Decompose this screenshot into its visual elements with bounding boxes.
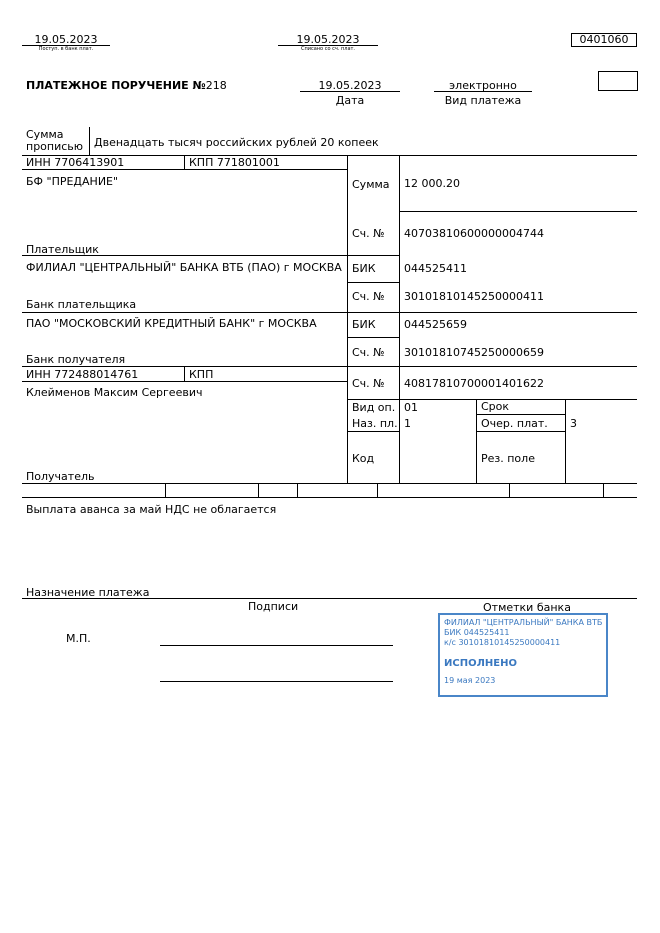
tax-cell-divider [603, 483, 604, 497]
grid-v-srok [476, 399, 477, 483]
purpose-caption: Назначение платежа [26, 586, 150, 599]
payee-bank-bik: 044525659 [404, 318, 467, 331]
payee-bank-name: ПАО "МОСКОВСКИЙ КРЕДИТНЫЙ БАНК" г МОСКВА [26, 317, 317, 330]
amount-value: 12 000.20 [404, 177, 460, 190]
amount-words-divider [89, 127, 90, 155]
grid-line-bik2 [347, 337, 399, 338]
debited-date: 19.05.2023 [296, 33, 360, 46]
title [26, 79, 227, 92]
bank-marks-label: Отметки банка [483, 601, 571, 614]
tax-cell-divider [258, 483, 259, 497]
payee-bank-caption: Банк получателя [26, 353, 126, 366]
grid-line-payer-bank [22, 312, 637, 313]
signature-line-1 [160, 645, 393, 646]
grid-line-ocher [476, 431, 565, 432]
stamp-ks: к/с 30101810145250000411 [444, 638, 561, 647]
payer-inn: ИНН 7706413901 [26, 156, 125, 169]
grid-v-kpp-payee [184, 366, 185, 381]
payee-bank-account-label: Сч. № [352, 346, 385, 359]
payee-kpp: КПП [189, 368, 214, 381]
payee-bank-account: 30101810745250000659 [404, 346, 544, 359]
grid-line-payer-acc [347, 255, 399, 256]
mp-label: М.П. [66, 632, 91, 645]
grid-line-bik1 [347, 282, 399, 283]
tax-cell-divider [165, 483, 166, 497]
amount-words-caption [26, 129, 83, 153]
term-label: Срок [481, 400, 510, 413]
grid-v-main-left [347, 155, 348, 483]
payer-bank-account: 30101810145250000411 [404, 290, 544, 303]
reserve-label: Рез. поле [481, 452, 535, 465]
order-date: 19.05.2023 [318, 79, 382, 92]
stamp-date: 19 мая 2023 [444, 676, 496, 685]
grid-line-inn [22, 169, 347, 170]
purpose-code-label: Наз. пл. [352, 417, 398, 430]
empty-box [598, 71, 638, 91]
order-date-line [300, 91, 400, 92]
order-number: 218 [205, 79, 227, 92]
payment-type-caption: Вид платежа [444, 94, 522, 107]
stamp-bank-name: ФИЛИАЛ "ЦЕНТРАЛЬНЫЙ" БАНКА ВТБ [444, 618, 603, 627]
title-label: ПЛАТЕЖНОЕ ПОРУЧЕНИЕ № [26, 79, 206, 92]
payer-bank-name: ФИЛИАЛ "ЦЕНТРАЛЬНЫЙ" БАНКА ВТБ (ПАО) г МОСКВА [26, 261, 342, 274]
payment-type: электронно [449, 79, 517, 92]
grid-line-srok [476, 414, 565, 415]
grid-v-srok-val [565, 399, 566, 483]
priority: 3 [570, 417, 577, 430]
payer-bank-bik-label: БИК [352, 262, 376, 275]
amount-label: Сумма [352, 178, 390, 191]
purpose-line [22, 598, 637, 599]
payee-caption: Получатель [26, 470, 95, 483]
payer-caption: Плательщик [26, 243, 99, 256]
grid-v-kpp-payer [184, 155, 185, 169]
grid-line-payee-bank [22, 366, 637, 367]
purpose-text: Выплата аванса за май НДС не облагается [26, 503, 277, 516]
received-date: 19.05.2023 [34, 33, 98, 46]
form-code: 0401060 [571, 33, 637, 47]
order-date-caption: Дата [335, 94, 365, 107]
payer-bank-caption: Банк плательщика [26, 298, 137, 311]
payer-name: БФ "ПРЕДАНИЕ" [26, 175, 119, 188]
payer-account-label: Сч. № [352, 227, 385, 240]
payer-kpp: КПП 771801001 [189, 156, 280, 169]
grid-line-amount [399, 211, 637, 212]
payee-account: 40817810700001401622 [404, 377, 544, 390]
payer-bank-account-label: Сч. № [352, 290, 385, 303]
grid-line-payee [22, 483, 637, 484]
op-type-label: Вид оп. [352, 401, 396, 414]
received-caption: Поступ. в банк плат. [38, 46, 94, 52]
grid-line-nazpl-left [347, 431, 399, 432]
stamp-bik: БИК 044525411 [444, 628, 510, 637]
payment-type-line [434, 91, 532, 92]
payee-name: Клейменов Максим Сергеевич [26, 386, 203, 399]
tax-cell-divider [297, 483, 298, 497]
tax-cell-divider [509, 483, 510, 497]
signature-line-2 [160, 681, 393, 682]
payee-bank-bik-label: БИК [352, 318, 376, 331]
signatures-label: Подписи [248, 600, 299, 613]
amount-words-caption-line2: прописью [26, 140, 84, 153]
priority-label: Очер. плат. [481, 417, 548, 430]
payee-account-label: Сч. № [352, 377, 385, 390]
amount-words-value: Двенадцать тысяч российских рублей 20 копеек [94, 136, 379, 149]
debited-caption: Списано со сч. плат. [300, 46, 356, 52]
payer-account: 40703810600000004744 [404, 227, 544, 240]
grid-line-payee-inn [22, 381, 347, 382]
purpose-code: 1 [404, 417, 411, 430]
op-type: 01 [404, 401, 418, 414]
payer-bank-bik: 044525411 [404, 262, 467, 275]
code-label: Код [352, 452, 375, 465]
stamp-status: ИСПОЛНЕНО [444, 658, 517, 669]
bank-stamp [438, 613, 608, 697]
grid-v-main-right [399, 155, 400, 483]
grid-line-tax-row [22, 497, 637, 498]
amount-words-caption-line1: Сумма [26, 128, 64, 141]
payee-inn: ИНН 772488014761 [26, 368, 139, 381]
tax-cell-divider [377, 483, 378, 497]
